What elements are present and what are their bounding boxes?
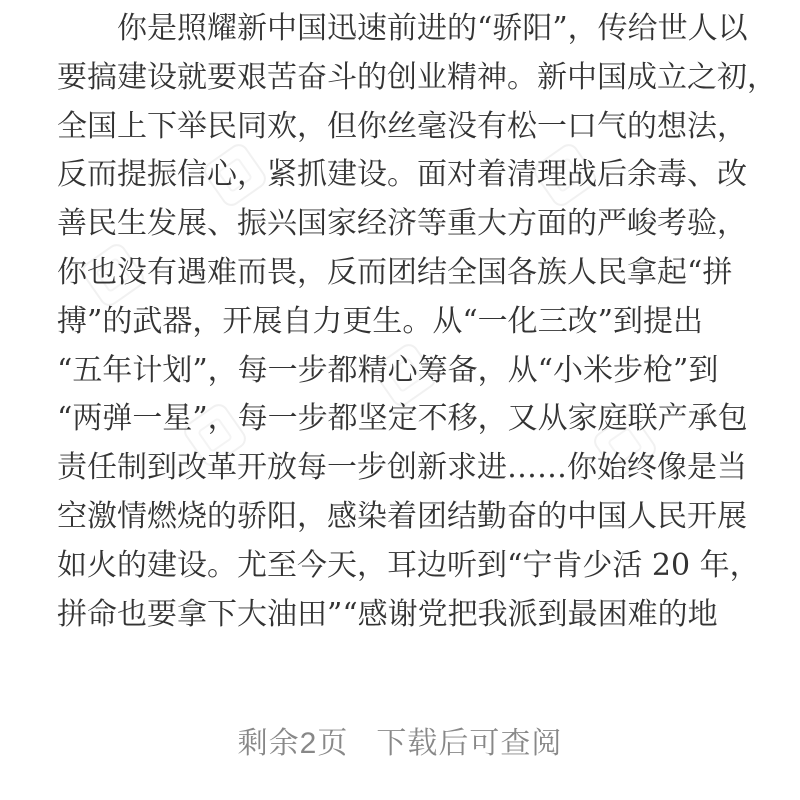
download-prompt-button[interactable] — [0, 700, 800, 780]
document-body — [57, 5, 777, 639]
document-line: 善民生发展、振兴国家经济等重大方面的严峻考验， — [57, 206, 747, 242]
document-line: 反而提振信心，紧抓建设。面对着清理战后余毒、改 — [57, 157, 747, 193]
remaining-pages-label: 剩余2页 — [237, 727, 349, 760]
document-line: 拼命也要拿下大油田”“感谢党把我派到最困难的地 — [57, 596, 718, 632]
document-line: 空激情燃烧的骄阳，感染着团结勤奋的中国人民开展 — [57, 498, 747, 534]
document-line: 搏”的武器，开展自力更生。从“一化三改”到提出 — [57, 303, 704, 339]
download-hint-label: 下载后可查阅 — [376, 727, 563, 760]
document-line: 你也没有遇难而畏，反而团结全国各族人民拿起“拼 — [57, 254, 733, 290]
document-line: 如火的建设。尤至今天，耳边听到“宁肯少活 20 年， — [57, 547, 760, 583]
document-line: “五年计划”，每一步都精心筹备，从“小米步枪”到 — [57, 352, 719, 388]
document-line: 要搞建设就要艰苦奋斗的创业精神。新中国成立之初， — [57, 59, 777, 95]
document-line: 责任制到改革开放每一步创新求进……你始终像是当 — [57, 450, 747, 486]
document-line: 全国上下举民同欢，但你丝毫没有松一口气的想法， — [57, 108, 747, 144]
document-line: 你是照耀新中国迅速前进的“骄阳”，传给世人以 — [117, 11, 748, 46]
document-line: “两弹一星”，每一步都坚定不移，又从家庭联产承包 — [57, 401, 748, 437]
